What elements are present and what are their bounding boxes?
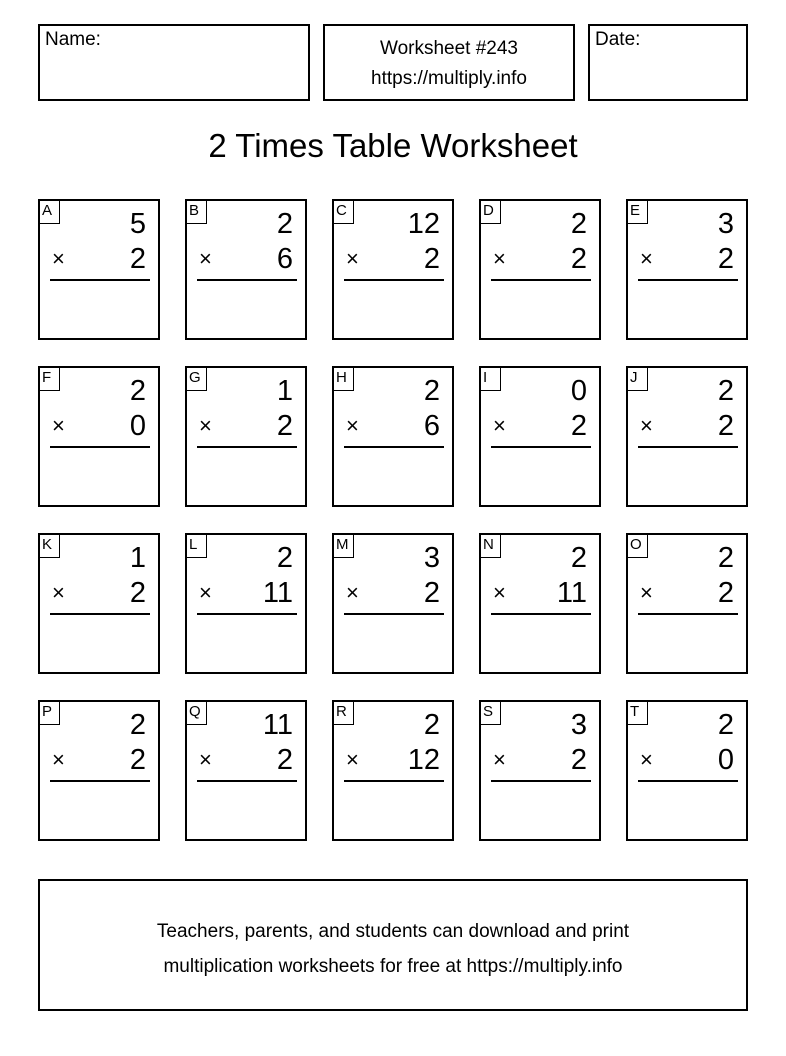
multiply-icon: ×	[52, 413, 65, 438]
multiplicand: 11	[262, 709, 293, 741]
answer-line	[50, 446, 150, 448]
multiplicand: 2	[129, 375, 146, 407]
problem-letter: K	[40, 535, 60, 558]
problem-letter: C	[334, 201, 354, 224]
answer-line	[344, 279, 444, 281]
multiplier: 2	[423, 243, 440, 275]
problem-letter: P	[40, 702, 60, 725]
date-field-box	[588, 24, 748, 101]
answer-line	[344, 780, 444, 782]
problem-letter: B	[187, 201, 207, 224]
multiplier: 6	[276, 243, 293, 275]
answer-line	[197, 613, 297, 615]
multiplicand: 2	[717, 542, 734, 574]
problem-card	[185, 700, 307, 841]
problem-card	[185, 199, 307, 340]
name-field-box	[38, 24, 310, 101]
problem-letter: M	[334, 535, 354, 558]
problem-card	[332, 533, 454, 674]
problem-card	[38, 533, 160, 674]
footer-box	[38, 879, 748, 1011]
multiplier: 2	[129, 243, 146, 275]
multiplicand: 2	[423, 375, 440, 407]
multiplier: 2	[570, 410, 587, 442]
problem-card	[626, 366, 748, 507]
multiplier: 6	[423, 410, 440, 442]
multiply-icon: ×	[493, 246, 506, 271]
problem-card	[479, 700, 601, 841]
multiplicand: 2	[717, 375, 734, 407]
multiply-icon: ×	[52, 747, 65, 772]
multiplier: 0	[717, 744, 734, 776]
multiply-icon: ×	[640, 246, 653, 271]
problem-letter: F	[40, 368, 60, 391]
multiply-icon: ×	[493, 580, 506, 605]
multiplicand: 5	[129, 208, 146, 240]
worksheet-website: https://multiply.info	[371, 68, 527, 89]
answer-line	[197, 279, 297, 281]
multiplicand: 2	[276, 208, 293, 240]
multiply-icon: ×	[199, 413, 212, 438]
problem-letter: O	[628, 535, 648, 558]
answer-line	[197, 780, 297, 782]
footer-line-1: Teachers, parents, and students can download and print	[156, 921, 630, 942]
multiplicand: 3	[570, 709, 587, 741]
problem-card	[332, 199, 454, 340]
answer-line	[491, 613, 591, 615]
multiplicand: 2	[570, 208, 587, 240]
multiplier: 2	[717, 410, 734, 442]
answer-line	[491, 279, 591, 281]
multiplicand: 2	[570, 542, 587, 574]
problem-card	[479, 533, 601, 674]
multiply-icon: ×	[199, 747, 212, 772]
problem-card	[185, 366, 307, 507]
date-label: Date:	[595, 29, 641, 50]
multiplier: 2	[276, 410, 293, 442]
answer-line	[638, 780, 738, 782]
multiply-icon: ×	[640, 747, 653, 772]
answer-line	[344, 446, 444, 448]
answer-line	[491, 446, 591, 448]
answer-line	[638, 279, 738, 281]
multiplier: 2	[717, 243, 734, 275]
multiplicand: 0	[570, 375, 587, 407]
multiply-icon: ×	[199, 580, 212, 605]
multiplier: 2	[570, 243, 587, 275]
problem-card	[332, 700, 454, 841]
multiplicand: 3	[423, 542, 440, 574]
multiplier: 0	[129, 410, 146, 442]
problem-card	[332, 366, 454, 507]
answer-line	[491, 780, 591, 782]
problem-card	[38, 700, 160, 841]
multiplicand: 1	[276, 375, 293, 407]
problem-card	[479, 199, 601, 340]
answer-line	[50, 279, 150, 281]
problem-letter: T	[628, 702, 648, 725]
multiplicand: 2	[276, 542, 293, 574]
multiplicand: 3	[717, 208, 734, 240]
problem-letter: R	[334, 702, 354, 725]
multiplier: 2	[129, 744, 146, 776]
multiplier: 2	[129, 577, 146, 609]
multiplicand: 1	[129, 542, 146, 574]
answer-line	[50, 780, 150, 782]
footer-line-2: multiplication worksheets for free at https://multiply.info	[163, 956, 623, 977]
worksheet-number: Worksheet #243	[379, 38, 518, 59]
problem-card	[38, 366, 160, 507]
problem-card	[626, 199, 748, 340]
multiplier: 12	[407, 744, 440, 776]
problem-card	[479, 366, 601, 507]
multiplier: 2	[276, 744, 293, 776]
answer-line	[344, 613, 444, 615]
page-title: 2 Times Table Worksheet	[208, 127, 578, 164]
problem-letter: L	[187, 535, 207, 558]
answer-line	[197, 446, 297, 448]
multiplicand: 2	[129, 709, 146, 741]
multiply-icon: ×	[346, 413, 359, 438]
problem-letter: H	[334, 368, 354, 391]
multiplicand: 2	[423, 709, 440, 741]
multiplier: 2	[423, 577, 440, 609]
problem-letter: G	[187, 368, 207, 391]
multiply-icon: ×	[493, 747, 506, 772]
problem-letter: N	[481, 535, 501, 558]
multiply-icon: ×	[52, 580, 65, 605]
problem-letter: D	[481, 201, 501, 224]
worksheet-info-box	[323, 24, 575, 101]
answer-line	[50, 613, 150, 615]
problem-letter: Q	[187, 702, 207, 725]
problem-card	[626, 700, 748, 841]
multiply-icon: ×	[640, 413, 653, 438]
multiplier: 11	[262, 577, 293, 609]
answer-line	[638, 613, 738, 615]
multiply-icon: ×	[346, 747, 359, 772]
problem-card	[185, 533, 307, 674]
multiply-icon: ×	[346, 580, 359, 605]
problem-letter: A	[40, 201, 60, 224]
multiply-icon: ×	[346, 246, 359, 271]
problem-letter: J	[628, 368, 648, 391]
problem-letter: I	[481, 368, 501, 391]
multiply-icon: ×	[52, 246, 65, 271]
multiplier: 2	[570, 744, 587, 776]
multiplier: 2	[717, 577, 734, 609]
multiply-icon: ×	[640, 580, 653, 605]
name-label: Name:	[45, 29, 101, 50]
problem-card	[38, 199, 160, 340]
problem-letter: E	[628, 201, 648, 224]
multiplier: 11	[556, 577, 587, 609]
multiply-icon: ×	[493, 413, 506, 438]
problem-letter: S	[481, 702, 501, 725]
multiplicand: 2	[717, 709, 734, 741]
multiplicand: 12	[407, 208, 440, 240]
multiply-icon: ×	[199, 246, 212, 271]
answer-line	[638, 446, 738, 448]
problem-card	[626, 533, 748, 674]
